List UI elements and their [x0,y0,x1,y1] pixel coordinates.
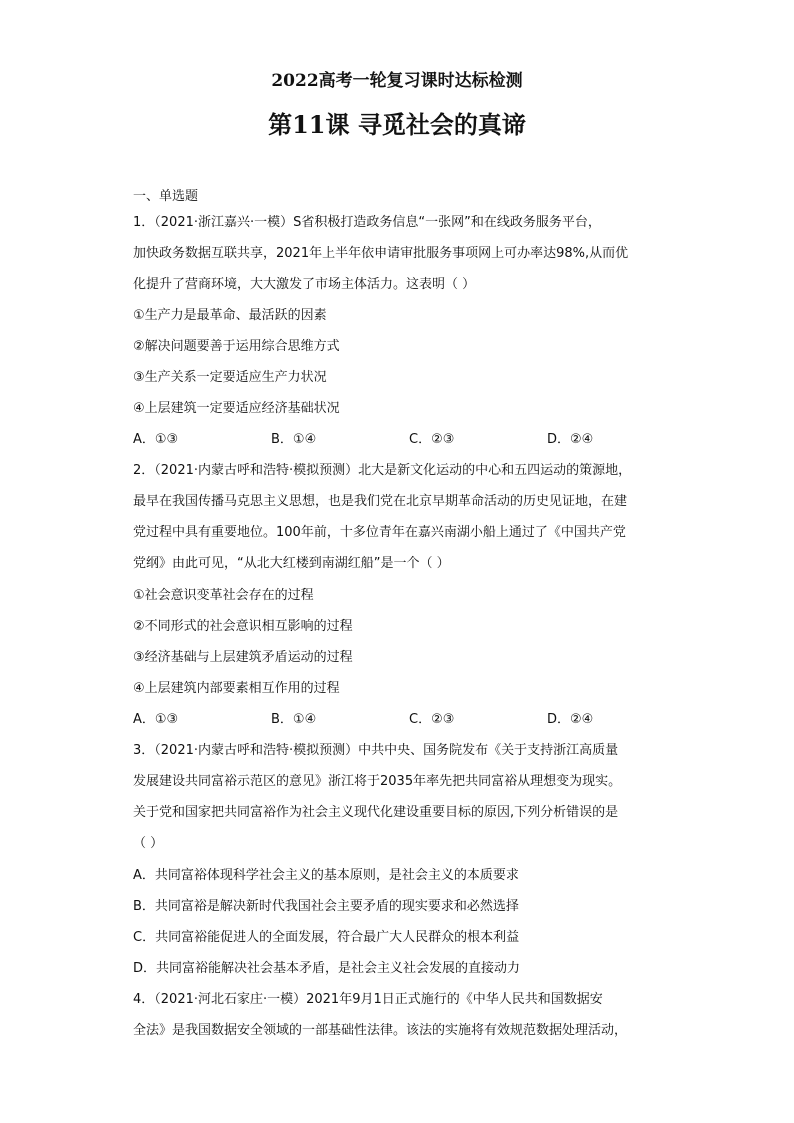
q3-choice-b: B．共同富裕是解决新时代我国社会主要矛盾的现实要求和必然选择 [133,899,519,914]
q1-stem-line: 化提升了营商环境，大大激发了市场主体活力。这表明（ ） [133,277,476,292]
q2-option-d: D．②④ [547,712,594,727]
q2-stem-line: 最早在我国传播马克思主义思想，也是我们党在北京早期革命活动的历史见证地，在建 [133,494,628,509]
q2-option-a: A．①③ [133,712,179,727]
q1-option-b: B．①④ [271,432,317,447]
q1-options [133,431,673,449]
q3-stem-line: （ ） [133,836,164,851]
q2-stem-line: 2．（2021·内蒙古呼和浩特·模拟预测）北大是新文化运动的中心和五四运动的策源地， [133,463,632,478]
q2-options [133,711,673,729]
q1-statement: ②解决问题要善于运用综合思维方式 [133,339,340,354]
q4-stem-line: 全法》是我国数据安全领域的一部基础性法律。该法的实施将有效规范数据处理活动， [133,1023,628,1038]
q2-statement: ②不同形式的社会意识相互影响的过程 [133,619,353,634]
document-title: 2022高考一轮复习课时达标检测 [271,71,523,91]
q3-choice-a: A．共同富裕体现科学社会主义的基本原则，是社会主义的本质要求 [133,868,519,883]
q2-statement: ①社会意识变革社会存在的过程 [133,588,314,603]
q1-option-c: C．②③ [409,432,455,447]
q1-stem-line: 加快政务数据互联共享，2021年上半年依申请审批服务事项网上可办率达98%,从而优 [133,246,629,261]
q2-statement: ③经济基础与上层建筑矛盾运动的过程 [133,650,353,665]
q3-choice-d: D．共同富裕能解决社会基本矛盾，是社会主义社会发展的直接动力 [133,961,521,976]
q4-stem-line: 4．（2021·河北石家庄·一模）2021年9月1日正式施行的《中华人民共和国数据安 [133,992,603,1007]
q2-stem-line: 党纲》由此可见，“从北大红楼到南湖红船”是一个（ ） [133,556,450,571]
q1-option-d: D．②④ [547,432,594,447]
q1-stem-line: 1．（2021·浙江嘉兴·一模）S省积极打造政务信息“一张网”和在线政务服务平台， [133,215,601,230]
q3-choice-c: C．共同富裕能促进人的全面发展，符合最广大人民群众的根本利益 [133,930,520,945]
q1-statement: ①生产力是最革命、最活跃的因素 [133,308,327,323]
section-heading: 一、单选题 [133,189,199,204]
q1-option-a: A．①③ [133,432,179,447]
q3-stem-line: 关于党和国家把共同富裕作为社会主义现代化建设重要目标的原因,下列分析错误的是 [133,805,619,820]
q2-option-c: C．②③ [409,712,455,727]
q1-statement: ③生产关系一定要适应生产力状况 [133,370,327,385]
q3-stem-line: 3．（2021·内蒙古呼和浩特·模拟预测）中共中央、国务院发布《关于支持浙江高质量 [133,743,619,758]
lesson-title: 第11课 寻觅社会的真谛 [268,110,526,139]
q2-statement: ④上层建筑内部要素相互作用的过程 [133,681,340,696]
q1-statement: ④上层建筑一定要适应经济基础状况 [133,401,340,416]
q3-stem-line: 发展建设共同富裕示范区的意见》浙江将于2035年率先把共同富裕从理想变为现实。 [133,774,622,789]
q2-option-b: B．①④ [271,712,317,727]
q2-stem-line: 党过程中具有重要地位。100年前，十多位青年在嘉兴南湖小船上通过了《中国共产党 [133,525,626,540]
